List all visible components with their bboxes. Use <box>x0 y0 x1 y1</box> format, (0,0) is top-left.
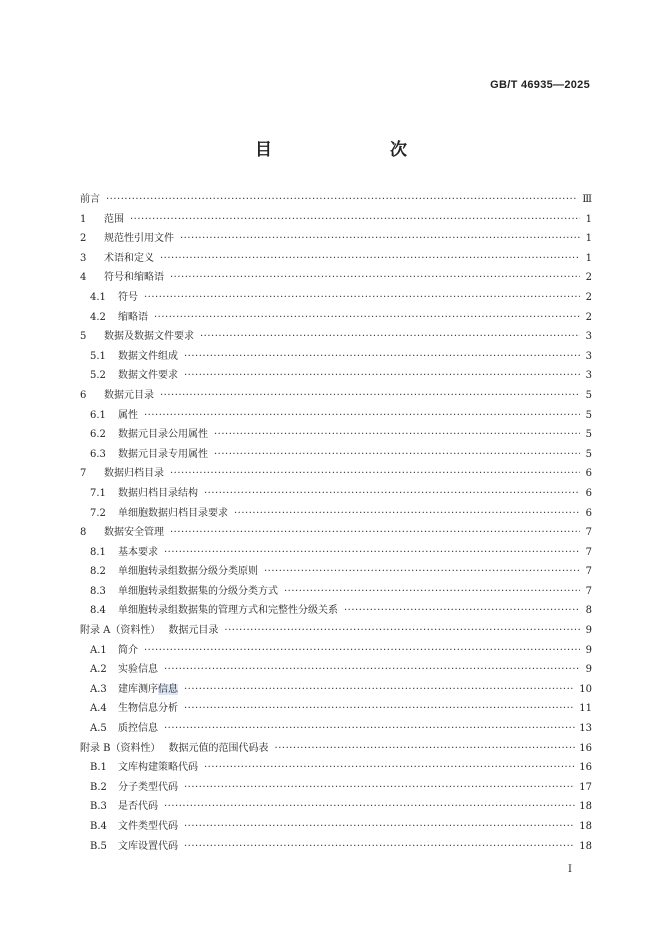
toc-entry-page: 11 <box>579 703 592 715</box>
toc-entry[interactable] <box>80 523 592 543</box>
toc-entry-title: 数据文件组成 <box>118 350 178 362</box>
toc-entry-page: 7 <box>585 585 592 597</box>
toc-entry-number: 2 <box>80 233 87 245</box>
toc-entry-page: Ⅲ <box>582 194 592 205</box>
toc-entry-number: B.5 <box>90 840 107 852</box>
toc-entry-page: 16 <box>579 742 592 754</box>
toc-entry[interactable] <box>80 249 592 269</box>
toc-entry[interactable] <box>80 327 592 347</box>
toc-entry-number: A.1 <box>90 644 107 656</box>
toc-entry-number: 7 <box>80 468 87 480</box>
toc-entry-page: 3 <box>585 350 592 362</box>
toc-entry[interactable] <box>80 621 592 641</box>
toc-entry-title: 文件类型代码 <box>118 821 178 832</box>
toc-entry-number: 4.2 <box>90 311 106 323</box>
toc-entry-title: 建库测序信息 <box>118 683 178 695</box>
toc-leader-dots <box>234 508 580 519</box>
toc-entry-title: 数据归档目录 <box>104 468 164 480</box>
toc-entry-page: 18 <box>579 821 592 832</box>
toc-leader-dots <box>214 429 580 440</box>
toc-entry-page: 5 <box>585 448 592 460</box>
toc-leader-dots <box>164 723 575 734</box>
toc-leader-dots <box>204 762 575 773</box>
toc-entry-page: 5 <box>585 429 592 441</box>
toc-leader-dots <box>164 664 580 675</box>
toc-entry-title: 属性 <box>118 409 138 421</box>
toc-entry[interactable] <box>80 660 592 680</box>
toc-entry-page: 1 <box>585 213 592 225</box>
toc-entry[interactable] <box>80 445 592 465</box>
toc-entry-number: 8.3 <box>90 585 106 597</box>
toc-entry-page: 7 <box>585 566 592 578</box>
toc-entry-title: 文库设置代码 <box>118 840 178 852</box>
toc-leader-dots <box>275 743 576 754</box>
toc-entry-title: 数据元目录 <box>168 625 219 637</box>
toc-entry-page: 1 <box>585 233 592 245</box>
toc-leader-dots <box>144 410 580 421</box>
toc-leader-dots <box>184 841 575 852</box>
toc-entry-title: 数据归档目录结构 <box>118 487 198 499</box>
toc-entry-title: 符号 <box>118 291 138 303</box>
toc-entry-page: 3 <box>585 370 592 382</box>
toc-leader-dots <box>284 586 580 597</box>
toc-leader-dots <box>204 488 580 499</box>
toc-entry-page: 6 <box>585 468 592 480</box>
page-title: 目 次 <box>255 140 435 160</box>
toc-leader-dots <box>184 351 580 362</box>
toc-leader-dots <box>160 390 580 401</box>
toc-entry-page: 9 <box>585 644 592 656</box>
toc-entry[interactable] <box>80 190 592 210</box>
toc-entry-title: 数据文件要求 <box>118 370 178 382</box>
table-of-contents <box>80 190 592 856</box>
toc-entry-number: 8.4 <box>90 605 106 617</box>
toc-entry-number: 4 <box>80 272 87 284</box>
toc-entry-page: 2 <box>585 291 592 303</box>
toc-entry-title: 缩略语 <box>118 311 148 323</box>
toc-entry-number: 8 <box>80 527 87 539</box>
toc-entry[interactable] <box>80 817 592 837</box>
toc-leader-dots <box>170 468 580 479</box>
standard-number: GB/T 46935—2025 <box>490 79 590 91</box>
toc-entry[interactable] <box>80 719 592 739</box>
toc-leader-dots <box>344 605 580 616</box>
toc-entry-page: 16 <box>579 762 592 774</box>
toc-entry[interactable] <box>80 641 592 661</box>
toc-entry[interactable] <box>80 464 592 484</box>
toc-entry-number: 7.2 <box>90 507 106 519</box>
toc-entry-title: 分子类型代码 <box>118 781 178 793</box>
toc-leader-dots <box>170 272 580 283</box>
toc-entry-number: 6.2 <box>90 429 106 441</box>
toc-entry-title: 质控信息 <box>118 723 158 735</box>
toc-entry-number: A.2 <box>90 664 107 676</box>
toc-leader-dots <box>180 233 580 244</box>
toc-entry-title: 数据元目录公用属性 <box>118 429 208 441</box>
toc-entry-page: 8 <box>585 605 592 617</box>
toc-entry-title: 单细胞转录组数据集的分级分类方式 <box>118 585 278 597</box>
toc-entry-page: 3 <box>585 331 592 343</box>
toc-entry-title: 数据及数据文件要求 <box>104 331 194 343</box>
toc-entry-number: 5.1 <box>90 350 106 362</box>
toc-entry-number: A.3 <box>90 683 107 695</box>
toc-entry-page: 2 <box>585 272 592 284</box>
toc-entry-number: A.4 <box>90 703 107 715</box>
toc-entry[interactable] <box>80 268 592 288</box>
toc-entry-title: 单细胞转录组数据分级分类原则 <box>118 566 258 578</box>
toc-entry-number: 7.1 <box>90 487 106 499</box>
toc-entry[interactable] <box>80 406 592 426</box>
toc-leader-dots <box>154 312 580 323</box>
toc-entry[interactable] <box>80 484 592 504</box>
toc-leader-dots <box>144 292 580 303</box>
page-number: I <box>568 864 572 875</box>
toc-leader-dots <box>184 370 580 381</box>
toc-entry-title: 文库构建策略代码 <box>118 762 198 774</box>
toc-entry-page: 5 <box>585 409 592 421</box>
toc-entry-page: 10 <box>579 683 592 695</box>
toc-entry-number: 5 <box>80 331 87 343</box>
toc-entry-number: 3 <box>80 252 87 264</box>
toc-entry-number: B.2 <box>90 781 107 793</box>
toc-leader-dots <box>144 645 580 656</box>
toc-entry[interactable] <box>80 229 592 249</box>
toc-entry[interactable] <box>80 288 592 308</box>
toc-entry-number: 附录 A（资料性） <box>80 625 161 637</box>
toc-entry-page: 18 <box>579 840 592 852</box>
toc-entry-number: 6 <box>80 389 87 401</box>
toc-entry[interactable] <box>80 504 592 524</box>
toc-entry[interactable] <box>80 210 592 230</box>
toc-entry-number: 6.3 <box>90 448 106 460</box>
toc-entry[interactable] <box>80 797 592 817</box>
toc-entry-title: 单细胞转录组数据集的管理方式和完整性分级关系 <box>118 605 338 617</box>
toc-entry-title: 是否代码 <box>118 801 158 813</box>
toc-entry-title: 范围 <box>104 213 124 225</box>
toc-leader-dots <box>184 703 575 714</box>
toc-entry-page: 2 <box>585 311 592 323</box>
toc-entry-title: 简介 <box>118 644 138 656</box>
toc-entry[interactable] <box>80 562 592 582</box>
toc-entry-page: 1 <box>585 252 592 264</box>
toc-entry-number: B.4 <box>90 821 107 832</box>
toc-entry-page: 18 <box>579 801 592 813</box>
toc-leader-dots <box>184 782 575 793</box>
toc-entry[interactable] <box>80 425 592 445</box>
toc-entry-page: 7 <box>585 527 592 539</box>
toc-entry-page: 7 <box>585 546 592 558</box>
toc-entry[interactable] <box>80 543 592 563</box>
toc-entry[interactable] <box>80 699 592 719</box>
toc-entry[interactable] <box>80 739 592 759</box>
toc-entry[interactable] <box>80 837 592 857</box>
toc-leader-dots <box>200 331 580 342</box>
toc-entry[interactable] <box>80 601 592 621</box>
toc-leader-dots <box>164 801 575 812</box>
toc-entry-page: 6 <box>585 487 592 499</box>
toc-entry-page: 9 <box>585 625 592 637</box>
toc-entry-title: 生物信息分析 <box>118 703 178 715</box>
toc-leader-dots <box>164 547 580 558</box>
toc-entry-page: 17 <box>579 781 592 793</box>
toc-entry-number: 附录 B（资料性） <box>80 742 161 754</box>
toc-leader-dots <box>264 566 580 577</box>
toc-entry-number: A.5 <box>90 723 107 735</box>
toc-entry-title: 符号和缩略语 <box>104 272 164 284</box>
toc-entry-number: 1 <box>80 213 87 225</box>
toc-entry-number: 6.1 <box>90 409 106 421</box>
toc-leader-dots <box>170 527 580 538</box>
toc-entry[interactable] <box>80 680 592 700</box>
toc-leader-dots <box>160 253 580 264</box>
toc-entry-number: 8.1 <box>90 546 106 558</box>
toc-leader-dots <box>106 194 578 205</box>
toc-entry-title: 数据元目录 <box>104 389 154 401</box>
toc-entry[interactable] <box>80 582 592 602</box>
toc-entry-number: 4.1 <box>90 291 106 303</box>
toc-entry-page: 13 <box>579 723 592 735</box>
toc-entry-title: 规范性引用文件 <box>104 233 174 245</box>
toc-entry-title: 基本要求 <box>118 546 158 558</box>
toc-entry-title: 实验信息 <box>118 664 158 676</box>
toc-entry-title: 数据安全管理 <box>104 527 164 539</box>
toc-leader-dots <box>130 214 580 225</box>
toc-entry-title: 单细胞数据归档目录要求 <box>118 507 228 519</box>
toc-entry[interactable] <box>80 386 592 406</box>
toc-entry-number: B.3 <box>90 801 107 813</box>
toc-entry-page: 9 <box>585 664 592 676</box>
toc-entry-number: 5.2 <box>90 370 106 382</box>
toc-entry[interactable] <box>80 758 592 778</box>
toc-entry[interactable] <box>80 347 592 367</box>
toc-entry[interactable] <box>80 308 592 328</box>
text-selection-highlight: 信息 <box>158 683 178 695</box>
toc-entry-title: 前言 <box>80 194 100 205</box>
toc-entry-number: 8.2 <box>90 566 106 578</box>
toc-entry-title: 数据元值的范围代码表 <box>168 742 269 754</box>
toc-entry[interactable] <box>80 778 592 798</box>
toc-leader-dots <box>214 449 580 460</box>
toc-entry-title: 数据元目录专用属性 <box>118 448 208 460</box>
toc-entry-number: B.1 <box>90 762 107 774</box>
toc-leader-dots <box>184 684 575 695</box>
toc-entry[interactable] <box>80 366 592 386</box>
toc-leader-dots <box>184 821 575 832</box>
toc-entry-page: 5 <box>585 389 592 401</box>
toc-entry-page: 6 <box>585 507 592 519</box>
toc-leader-dots <box>224 625 580 636</box>
toc-entry-title: 术语和定义 <box>104 252 154 264</box>
